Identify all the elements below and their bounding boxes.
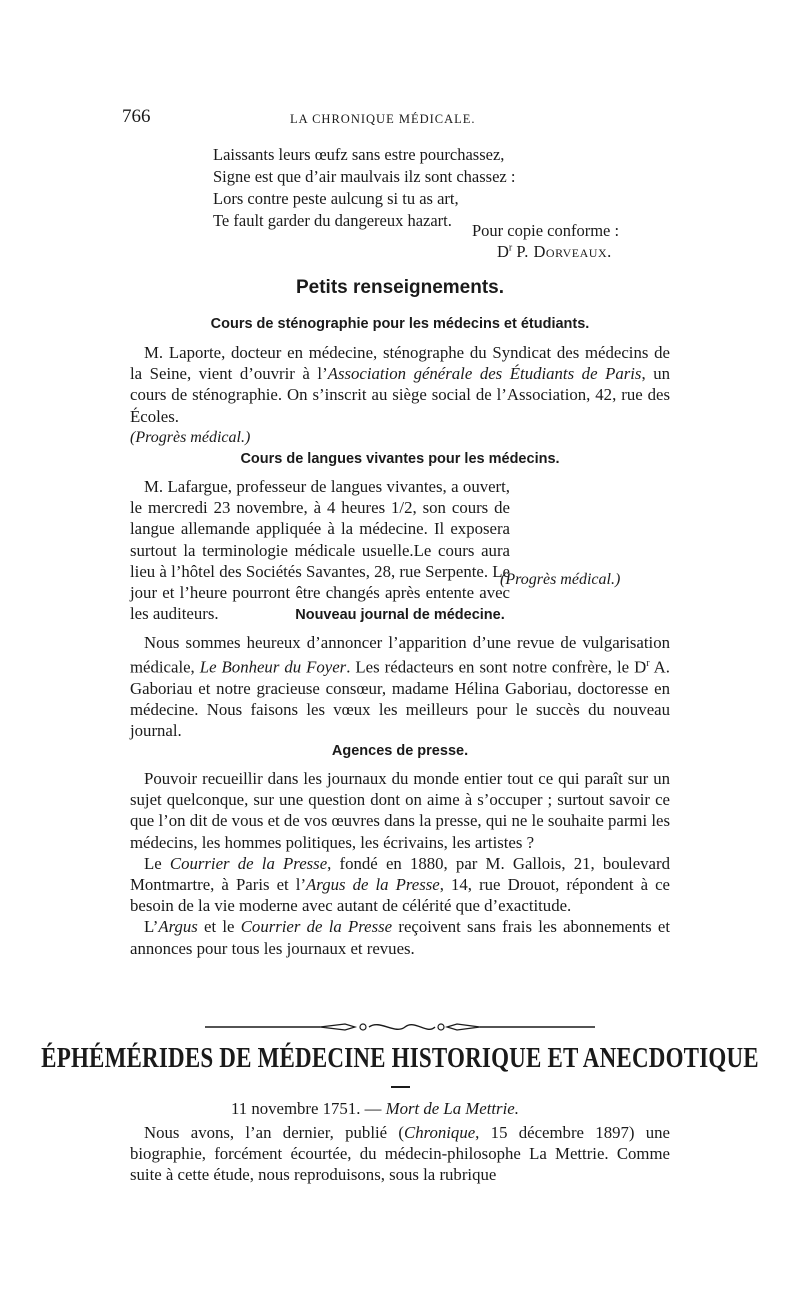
paragraph: M. Laporte, docteur en médecine, sténographe du Syndicat des médecins de la Seine, vient d’ouvrir à l’Association générale des Étudiants de Paris, un cours de sténographie. On s’inscrit au siège social de l’Association, 42, rue des Écoles. (Progrès médical.) bbox=[130, 342, 670, 448]
subsection-title: Cours de sténographie pour les médecins et étudiants. bbox=[210, 316, 590, 332]
verse-line: Signe est que d’air maulvais ilz sont chassez : bbox=[213, 167, 516, 186]
source-citation: (Progrès médical.) bbox=[130, 428, 251, 446]
verse-line: Lors contre peste aulcung si tu as art, bbox=[213, 189, 459, 208]
section-title: Petits renseignements. bbox=[295, 277, 505, 298]
paragraph: Nous sommes heureux d’annoncer l’apparition d’une revue de vulgarisation médicale, Le Bonheur du Foyer. Les rédacteurs en sont notre confrère, le $D^r$ A. Gaboriau et notre gracieuse consœur, madame Hélina Gaboriau, doctoresse en médecine. Nous faisons les vœux les meilleurs pour le succès du nouveau journal. bbox=[130, 633, 670, 741]
running-header: LA CHRONIQUE MÉDICALE. bbox=[290, 112, 476, 126]
verse-line: Te fault garder du dangereux hazart. bbox=[213, 211, 452, 230]
signature-line: Pour copie conforme : bbox=[472, 221, 620, 240]
subsection-title: Cours de langues vivantes pour les médecins. bbox=[240, 451, 560, 467]
subsection-title: Nouveau journal de médecine. bbox=[295, 607, 505, 623]
signature-author: $D^r$ P. Dorveaux. bbox=[497, 242, 612, 261]
subsection-title: Agences de presse. bbox=[331, 743, 469, 759]
date-line: 11 novembre 1751. — Mort de La Mettrie. bbox=[231, 1099, 519, 1118]
paragraph: Nous avons, l’an dernier, publié (Chronique, 15 décembre 1897) une biographie, forcément écourtée, du médecin-philosophe La Mettrie. Comme suite à cette étude, nous reproduisons, sous la rubrique bbox=[130, 1123, 670, 1185]
page-number: 766 bbox=[122, 106, 151, 127]
paragraph: Pouvoir recueillir dans les journaux du monde entier tout ce qui paraît sur un sujet quelconque, sur une question dont on aime à s’occuper ; surtout savoir ce que l’on dit de vous et de vos œuvres dans la presse, qui ne le souhaite parmi les médecins, les hommes politiques, les écrivains, les artistes ? Le Courrier de la Presse, fondé en 1880, par M. Gallois, 21, boulevard Montmartre, à Paris et l’Argus de la Presse, 14, rue Drouot, répondent à ce besoin de la vie moderne avec autant de célérité que d’exactitude. L’Argus et le Courrier de la Presse reçoivent sans frais les abonnements et annonces pour tous les journaux et revues. bbox=[130, 769, 670, 958]
ephemerides-title: ÉPHÉMÉRIDES DE MÉDECINE HISTORIQUE ET ANECDOTIQUE bbox=[41, 1042, 759, 1074]
short-rule bbox=[391, 1086, 410, 1088]
verse-line: Laissants leurs œufz sans estre pourchassez, bbox=[213, 145, 505, 164]
ornament-divider bbox=[205, 1020, 595, 1034]
source-citation: (Progrès médical.) bbox=[500, 571, 621, 588]
paragraph: M. Lafargue, professeur de langues vivantes, a ouvert, le mercredi 23 novembre, à 4 heures 1/2, son cours de langue allemande appliquée à la médecine. Il exposera surtout la terminologie médicale usuelle.Le cours aura lieu à l’hôtel des Sociétés Savantes, 28, rue Serpente. Le jour et l’heure pourront être changés après entente avec les auditeurs. bbox=[130, 477, 510, 624]
